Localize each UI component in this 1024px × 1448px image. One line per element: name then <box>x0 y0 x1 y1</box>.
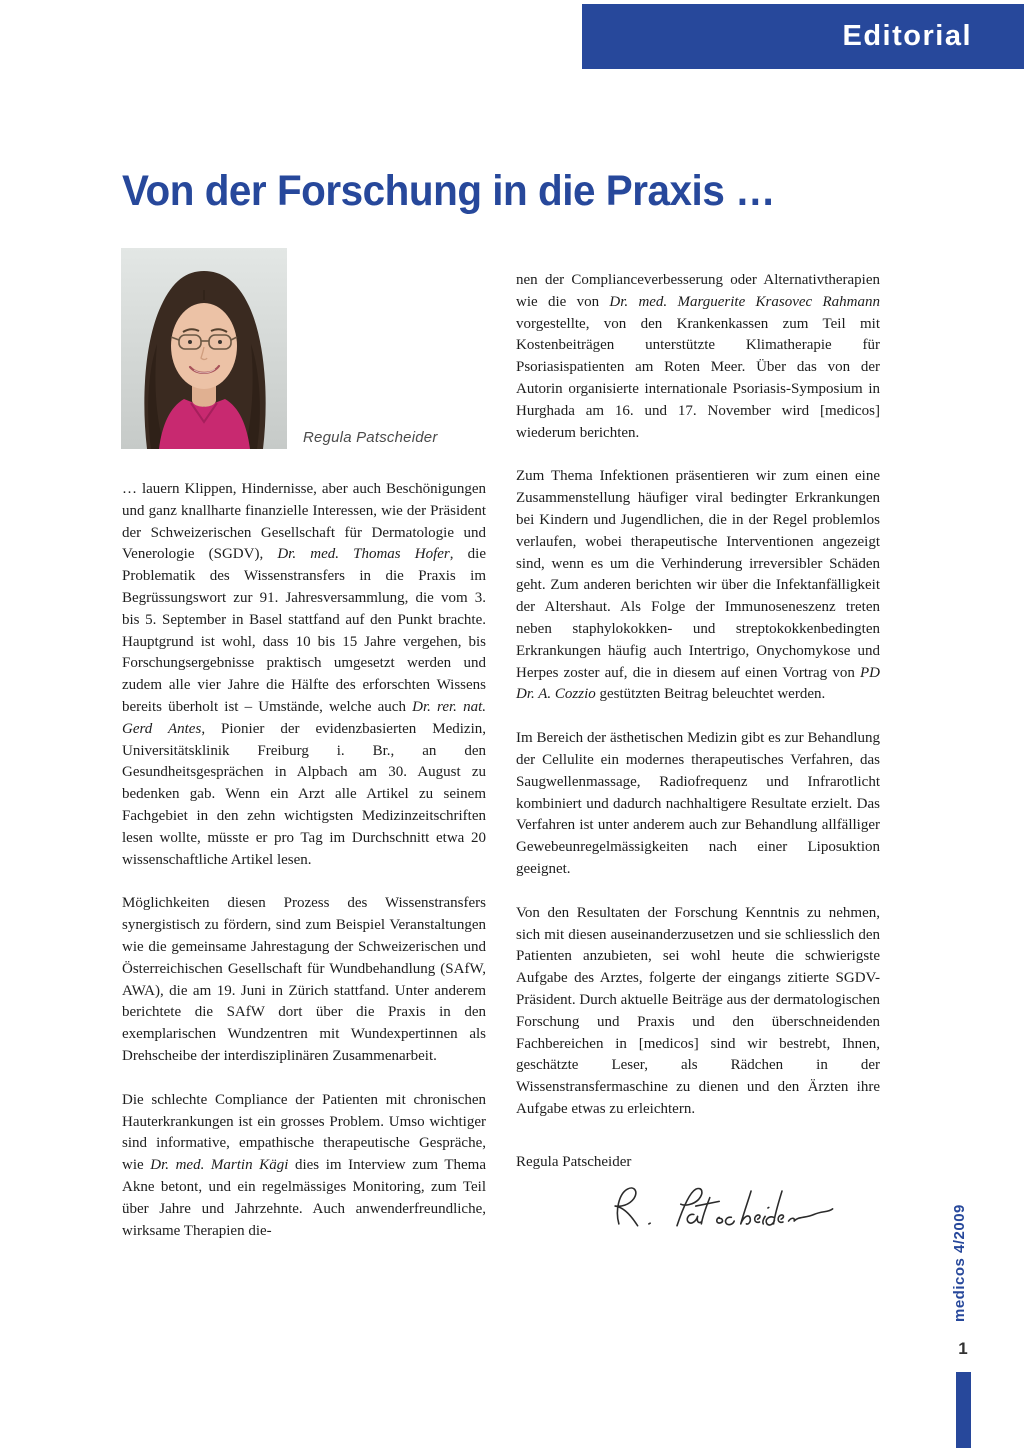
paragraph: nen der Complianceverbesserung oder Alternativtherapien wie die von Dr. med. Marguerite Krasovec Rahmann vorgestellte, von den Krankenkassen zum Teil mit Kostenbeiträgen unterstützte Klimatherapie für Psoriasispatienten am Roten Meer. Über das von der Autorin organisierte internationale Psoriasis-Symposium in Hurghada am 16. und 17. November wird [medicos] wiederum berichten. <box>516 272 880 441</box>
corner-accent-bar <box>956 1372 971 1448</box>
text-column-right <box>516 270 880 1237</box>
author-signature <box>594 1177 880 1237</box>
photo-caption: Regula Patscheider <box>303 429 438 446</box>
author-portrait-photo <box>121 248 287 449</box>
paragraph: Möglichkeiten diesen Prozess des Wissenstransfers synergistisch zu fördern, sind zum Beispiel Veranstaltungen wie die gemeinsame Jahrestagung der Schweizerischen und Österreichischen Gesellschaft für Wundbehandlung (SAfW, AWA), die am 19. Juni in Zürich stattfand. Unter anderem berichtete die SAfW dort über die Praxis in den exemplarischen Wundzentren mit Wundexpertinnen als Drehscheibe der interdisziplinären Zusammenarbeit. <box>122 895 486 1064</box>
paragraph: Im Bereich der ästhetischen Medizin gibt es zur Behandlung der Cellulite ein modernes therapeutisches Verfahren, das Saugwellenmassage, Radiofrequenz und Infrarotlicht kombiniert und dadurch nachhaltigere Resultate erzielt. Das Verfahren ist unter anderem auch zur Behandlung allfälliger Gewebeunregelmässigkeiten nach einer Liposuktion geeignet. <box>516 730 880 877</box>
page-number: 1 <box>958 1339 968 1358</box>
text-column-left <box>122 479 486 1242</box>
paragraph: Von den Resultaten der Forschung Kenntnis zu nehmen, sich mit diesen auseinanderzusetzen und sie schliesslich den Patienten anzubieten, sei wohl heute die schwierigste Aufgabe des Arztes, folgerte der eingangs zitierte SGDV-Präsident. Durch aktuelle Beiträge aus der dermatologischen Forschung und Praxis und den überschneidenden Fachbereichen in [medicos] sind wir bestrebt, Ihnen, geschätzte Leser, als Rädchen in der Wissenstransfermaschine zu dienen und den Ärzten ihre Aufgabe etwas zu erleichtern. <box>516 904 880 1117</box>
paragraph: Die schlechte Compliance der Patienten mit chronischen Hauterkrankungen ist ein grosses Problem. Umso wichtiger sind informative, empathische therapeutische Gespräche, wie Dr. med. Martin Kägi dies im Interview zum Thema Akne betont, und ein regelmässiges Monitoring, zum Teil über Jahre und Jahrzehnte. Auch anwenderfreundliche, wirksame Therapien die- <box>122 1091 486 1239</box>
journal-issue-vertical-label: medicos 4/2009 <box>951 1204 968 1322</box>
paragraph: Zum Thema Infektionen präsentieren wir zum einen eine Zusammenstellung häufiger viral bedingter Erkrankungen bei Kindern und Jugendlichen, die in der Regel problemlos verlaufen, wobei therapeutische Interventionen angezeigt sind, wenn es um die Verhinderung irreversibler Schäden geht. Zum anderen berichten wir über die Infektanfälligkeit der Altershaut. Als Folge der Immunoseneszenz treten neben staphylokokken- und streptokokkenbedingten Erkrankungen häufig auch Intertrigo, Onychomykose und Herpes zoster auf, die in diesem auf einen Vortrag von PD Dr. A. Cozzio gestützten Beitrag beleuchtet werden. <box>516 468 880 703</box>
header-label: Editorial <box>842 20 972 52</box>
header-bar <box>582 4 1024 69</box>
paragraph: … lauern Klippen, Hindernisse, aber auch Beschönigungen und ganz knallharte finanzielle Interessen, wie der Präsident der Schweizerischen Gesellschaft für Dermatologie und Venerologie (SGDV), Dr. med. Thomas Hofer, die Problematik des Wissenstransfers in die Praxis im Begrüssungswort zur 91. Jahresversammlung, die vom 3. bis 5. September in Basel stattfand auf den Punkt brachte. Hauptgrund ist wohl, dass 10 bis 15 Jahre vergehen, bis Forschungsergebnisse praktisch umgesetzt werden und zudem alle vier Jahre die Hälfte des erforschten Wissens bereits überholt ist – Umstände, welche auch Dr. rer. nat. Gerd Antes, Pionier der evidenzbasierten Medizin, Universitätsklinik Freiburg i. Br., an den Gesundheitsgesprächen in Alpbach am 30. August zu bedenken gab. Wenn ein Arzt alle Artikel zu seinem Fachgebiet in den zehn wichtigsten Medizinzeitschriften lesen wollte, müsste er pro Tag im Durchschnitt etwa 20 wissenschaftliche Artikel lesen. <box>122 481 486 868</box>
author-name: Regula Patscheider <box>516 1153 632 1170</box>
page-title: Von der Forschung in die Praxis … <box>122 166 776 215</box>
